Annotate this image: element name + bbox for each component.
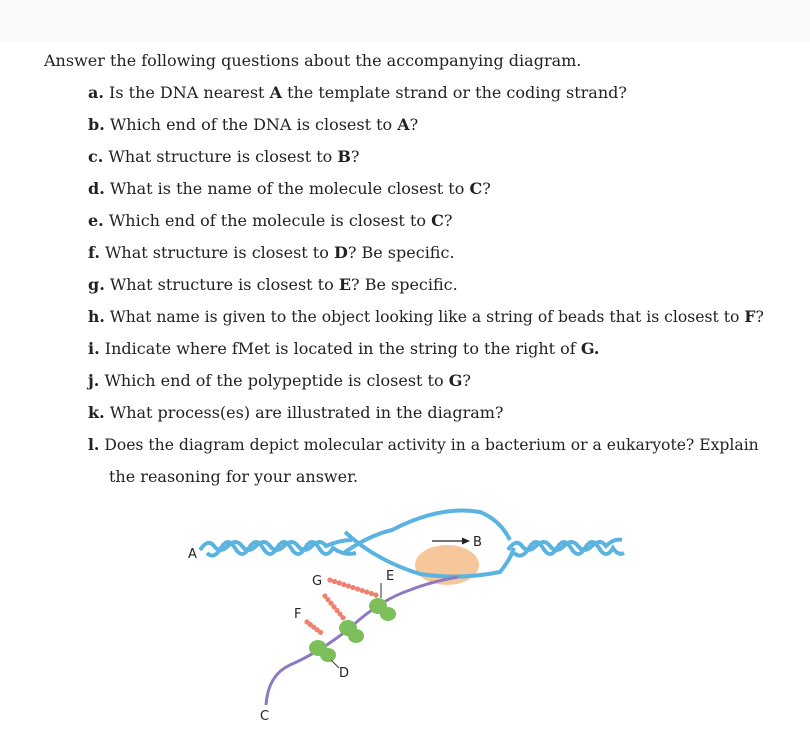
question-letter: i. [88,339,100,358]
question-letter: f. [88,243,100,262]
question-text: Which end of the molecule is closest to [103,211,432,230]
question-text-end: ? [409,115,419,134]
question-text: What structure is closest to [103,147,338,166]
leader-d [331,660,339,668]
question-letter: j. [88,371,100,390]
amino-acid-bead [341,582,346,587]
question-letter: l. [88,435,100,454]
ribosome-small-subunit [320,648,336,662]
question-ref: D [333,243,348,262]
amino-acid-bead [332,579,337,584]
question-text: What is the name of the molecule closest to [104,179,470,198]
amino-acid-bead [337,580,342,585]
question-letter: e. [88,211,104,230]
question-text: Does the diagram depict molecular activity in a bacterium or a eukaryote? Explain [99,436,759,454]
question-text-end: the template strand or the coding strand? [281,83,627,102]
mrna-strand [266,577,458,705]
amino-acid-bead [327,577,332,582]
amino-acid-bead [346,583,351,588]
question-ref: G. [580,339,600,358]
dna-top-strand [345,510,510,552]
question-ref: B [337,147,351,166]
amino-acid-bead [340,615,345,620]
question-text: What name is given to the object looking like a string of beads that is closest to [104,308,745,326]
label-e: E [386,569,395,584]
question-letter: d. [88,179,105,198]
amino-acid-bead [364,589,369,594]
label-c: C [260,709,270,724]
question-letter: k. [88,403,105,422]
ribosome-e [369,598,396,621]
question-text: Which end of the DNA is closest to [104,115,398,134]
amino-acid-bead [360,588,365,593]
amino-acid-bead [373,592,378,597]
question-ref: C [469,179,483,198]
question-text: Is the DNA nearest [103,83,270,102]
question-text-end: ? [462,371,471,390]
question-text: What process(es) are illustrated in the diagram? [104,403,504,422]
question-text: Which end of the polypeptide is closest to [99,371,449,390]
intro-text: Answer the following questions about the accompanying diagram. [44,51,582,70]
label-d: D [339,666,350,681]
question-text: What structure is closest to [104,275,339,294]
question-letter: h. [88,307,105,326]
question-ref: A [397,115,410,134]
question-text-end: ? [755,308,764,326]
question-l-continuation: the reasoning for your answer. [109,467,359,486]
ribosome-small-subunit [348,629,364,643]
ribosome-middle [339,620,364,643]
question-text-end: ? [482,179,491,198]
question-ref: C [431,211,444,230]
question-text: Indicate where fMet is located in the string to the right of [99,339,581,358]
question-letter: c. [88,147,104,166]
question-letter: b. [88,115,105,134]
ribosome-small-subunit [380,607,396,621]
label-g: G [312,574,323,589]
arrow-b-head [462,538,470,545]
amino-acid-bead [318,630,323,635]
question-text: What structure is closest to [99,243,334,262]
question-text-end: ? Be specific. [347,243,455,262]
question-text-end: ? Be specific. [351,275,458,294]
question-ref: E [338,275,352,294]
ribosome-d [309,640,336,662]
question-ref: F [744,307,756,326]
question-letter: g. [88,275,105,294]
question-ref: A [269,83,282,102]
question-letter: a. [88,83,104,102]
label-a: A [188,547,197,562]
amino-acid-bead [355,586,360,591]
amino-acid-bead [369,591,374,596]
label-f: F [294,607,302,622]
question-text-end: ? [443,211,453,230]
question-ref: G [448,371,463,390]
question-text-end: ? [350,147,360,166]
label-b: B [473,535,482,550]
amino-acid-bead [350,585,355,590]
